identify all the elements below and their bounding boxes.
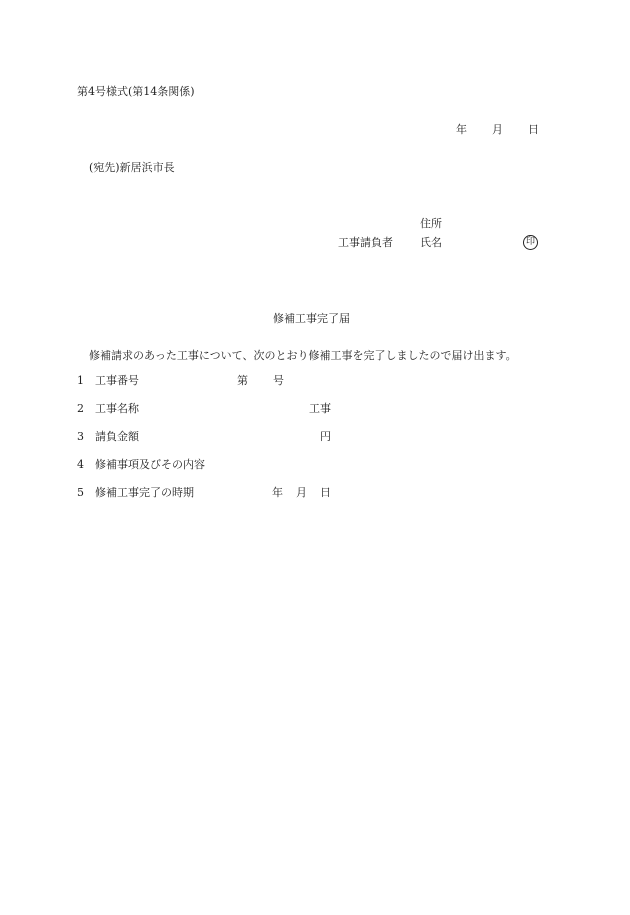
item-date-month: 月: [296, 486, 307, 499]
item-label: 修補事項及びその内容: [95, 458, 205, 471]
contractor-label: 工事請負者: [338, 236, 393, 249]
form-number: 第4号様式(第14条関係): [77, 85, 195, 98]
item-label: 修補工事完了の時期: [95, 486, 194, 499]
item-number: 1: [77, 374, 84, 387]
item-label: 工事番号: [95, 374, 139, 387]
item-number: 4: [77, 458, 84, 471]
document-title: 修補工事完了届: [273, 312, 350, 325]
address-label: 住所: [420, 217, 442, 230]
item-label: 工事名称: [95, 402, 139, 415]
date-day-label: 日: [528, 123, 539, 136]
item-value-prefix: 第: [237, 374, 248, 387]
item-label: 請負金額: [95, 430, 139, 443]
body-text: 修補請求のあった工事について、次のとおり修補工事を完了しましたので届け出ます。: [89, 349, 517, 362]
item-value-suffix: 円: [320, 430, 331, 443]
seal-char: 印: [523, 235, 538, 250]
date-year-label: 年: [456, 123, 467, 136]
item-value-suffix: 工事: [309, 402, 331, 415]
item-number: 2: [77, 402, 84, 415]
item-number: 3: [77, 430, 84, 443]
item-date-day: 日: [320, 486, 331, 499]
date-month-label: 月: [492, 123, 503, 136]
name-label: 氏名: [420, 236, 442, 249]
item-number: 5: [77, 486, 84, 499]
seal-mark: [523, 235, 538, 250]
item-date-year: 年: [272, 486, 283, 499]
item-value-suffix: 号: [273, 374, 284, 387]
addressee: (宛先)新居浜市長: [89, 161, 175, 174]
